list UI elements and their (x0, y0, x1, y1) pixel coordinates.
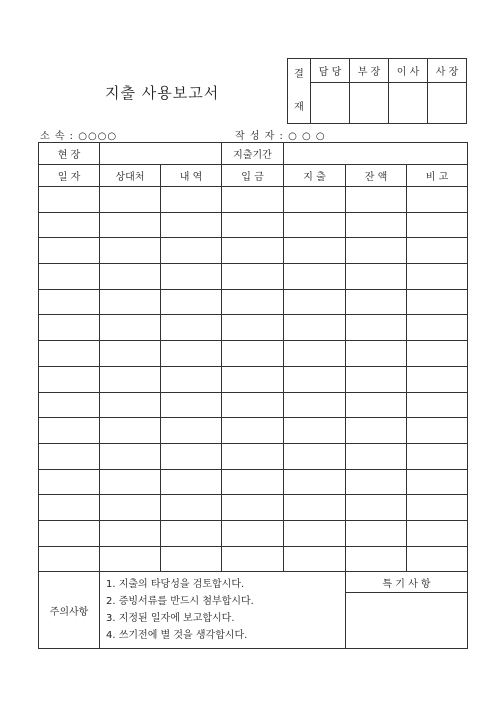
approval-sign-manager[interactable] (311, 83, 350, 124)
table-cell[interactable] (222, 366, 284, 392)
table-cell[interactable] (284, 520, 346, 546)
table-row (39, 546, 468, 572)
site-label: 현 장 (39, 143, 100, 165)
table-cell[interactable] (161, 341, 222, 367)
approval-box (287, 58, 467, 124)
table-cell[interactable] (161, 238, 222, 264)
table-cell[interactable] (100, 264, 161, 290)
table-cell[interactable] (100, 546, 161, 572)
table-cell[interactable] (284, 238, 346, 264)
table-cell[interactable] (39, 366, 100, 392)
table-row (39, 392, 468, 418)
table-cell[interactable] (161, 187, 222, 213)
table-cell[interactable] (161, 392, 222, 418)
table-cell[interactable] (222, 495, 284, 521)
table-cell[interactable] (100, 495, 161, 521)
table-cell[interactable] (407, 546, 468, 572)
table-row (39, 341, 468, 367)
table-cell[interactable] (39, 443, 100, 469)
approval-sign-director[interactable] (389, 83, 428, 124)
table-cell[interactable] (100, 212, 161, 238)
column-header-row (39, 165, 468, 187)
table-cell[interactable] (161, 469, 222, 495)
table-cell[interactable] (100, 315, 161, 341)
table-row (39, 495, 468, 521)
table-row (39, 315, 468, 341)
table-cell[interactable] (39, 392, 100, 418)
table-cell[interactable] (346, 366, 407, 392)
approval-sign-president[interactable] (428, 83, 467, 124)
table-row (39, 264, 468, 290)
table-cell[interactable] (161, 495, 222, 521)
table-cell[interactable] (39, 546, 100, 572)
table-cell[interactable] (222, 520, 284, 546)
table-cell[interactable] (407, 495, 468, 521)
table-cell[interactable] (407, 238, 468, 264)
note-item: 3. 지정된 일자에 보고합시다. (106, 613, 235, 625)
table-cell[interactable] (407, 264, 468, 290)
table-cell[interactable] (161, 315, 222, 341)
table-cell[interactable] (346, 418, 407, 444)
table-cell[interactable] (100, 187, 161, 213)
special-notes-body[interactable] (346, 593, 468, 649)
table-cell[interactable] (346, 495, 407, 521)
table-cell[interactable] (39, 187, 100, 213)
table-cell[interactable] (222, 392, 284, 418)
table-cell[interactable] (222, 187, 284, 213)
table-cell[interactable] (222, 469, 284, 495)
table-cell[interactable] (346, 392, 407, 418)
table-cell[interactable] (39, 341, 100, 367)
table-cell[interactable] (346, 520, 407, 546)
table-cell[interactable] (161, 289, 222, 315)
table-cell[interactable] (222, 289, 284, 315)
table-cell[interactable] (100, 289, 161, 315)
col-date: 일 자 (39, 165, 100, 187)
table-cell[interactable] (407, 341, 468, 367)
table-cell[interactable] (161, 520, 222, 546)
col-remarks: 비 고 (407, 165, 468, 187)
col-counterparty: 상대처 (100, 165, 161, 187)
table-cell[interactable] (100, 392, 161, 418)
table-cell[interactable] (161, 264, 222, 290)
table-row (39, 443, 468, 469)
table-cell[interactable] (100, 418, 161, 444)
table-cell[interactable] (284, 341, 346, 367)
table-cell[interactable] (161, 546, 222, 572)
table-row (39, 418, 468, 444)
table-cell[interactable] (161, 418, 222, 444)
notes-label: 주의사항 (39, 572, 100, 649)
table-cell[interactable] (161, 366, 222, 392)
table-cell[interactable] (161, 212, 222, 238)
table-cell[interactable] (407, 392, 468, 418)
approval-role-dept-head: 부 장 (350, 59, 389, 83)
approval-role-president: 사 장 (428, 59, 467, 83)
special-notes-label: 특 기 사 항 (346, 572, 468, 593)
affiliation-field: 소 속 : ○○○○ (40, 131, 118, 142)
table-cell[interactable] (284, 264, 346, 290)
approval-role-director: 이 사 (389, 59, 428, 83)
table-cell[interactable] (222, 315, 284, 341)
table-row (39, 469, 468, 495)
table-cell[interactable] (39, 212, 100, 238)
table-cell[interactable] (407, 187, 468, 213)
document-title: 지출 사용보고서 (105, 84, 220, 102)
table-cell[interactable] (346, 469, 407, 495)
table-cell[interactable] (222, 546, 284, 572)
table-cell[interactable] (407, 366, 468, 392)
approval-sign-dept-head[interactable] (350, 83, 389, 124)
table-row (39, 238, 468, 264)
table-cell[interactable] (407, 315, 468, 341)
site-value[interactable] (100, 143, 222, 165)
table-cell[interactable] (100, 341, 161, 367)
col-balance: 잔 액 (346, 165, 407, 187)
table-cell[interactable] (161, 443, 222, 469)
table-cell[interactable] (346, 264, 407, 290)
note-item: 4. 쓰기전에 별 것을 생각합시다. (106, 630, 248, 642)
table-row (39, 212, 468, 238)
expense-table (38, 142, 468, 649)
table-cell[interactable] (39, 520, 100, 546)
table-cell[interactable] (346, 443, 407, 469)
table-cell[interactable] (284, 392, 346, 418)
table-cell[interactable] (407, 520, 468, 546)
table-cell[interactable] (407, 469, 468, 495)
table-row (39, 520, 468, 546)
table-cell[interactable] (222, 212, 284, 238)
table-cell[interactable] (284, 469, 346, 495)
col-deposit: 입 금 (222, 165, 284, 187)
table-cell[interactable] (284, 315, 346, 341)
table-cell[interactable] (346, 315, 407, 341)
author-field: 작 성 자 : ○ ○ ○ (235, 131, 326, 142)
note-item: 2. 증빙서류를 반드시 첨부합시다. (106, 596, 254, 608)
table-cell[interactable] (407, 289, 468, 315)
table-cell[interactable] (346, 546, 407, 572)
table-cell[interactable] (222, 418, 284, 444)
table-cell[interactable] (222, 341, 284, 367)
table-cell[interactable] (284, 443, 346, 469)
period-label: 지출기간 (222, 143, 284, 165)
table-cell[interactable] (284, 187, 346, 213)
table-cell[interactable] (346, 212, 407, 238)
table-cell[interactable] (222, 443, 284, 469)
table-cell[interactable] (39, 495, 100, 521)
table-cell[interactable] (39, 289, 100, 315)
table-cell[interactable] (407, 418, 468, 444)
table-cell[interactable] (346, 341, 407, 367)
period-value[interactable] (284, 143, 468, 165)
table-cell[interactable] (100, 238, 161, 264)
table-row (39, 187, 468, 213)
table-cell[interactable] (407, 212, 468, 238)
table-cell[interactable] (346, 238, 407, 264)
table-cell[interactable] (222, 264, 284, 290)
table-cell[interactable] (39, 264, 100, 290)
table-cell[interactable] (39, 238, 100, 264)
table-row (39, 289, 468, 315)
table-cell[interactable] (39, 469, 100, 495)
table-cell[interactable] (100, 469, 161, 495)
table-cell[interactable] (222, 238, 284, 264)
table-cell[interactable] (100, 366, 161, 392)
table-cell[interactable] (284, 546, 346, 572)
table-cell[interactable] (284, 418, 346, 444)
table-cell[interactable] (100, 443, 161, 469)
table-cell[interactable] (346, 187, 407, 213)
col-expense: 지 출 (284, 165, 346, 187)
approval-role-manager: 담 당 (311, 59, 350, 83)
note-item: 1. 지출의 타당성을 검토합시다. (106, 579, 245, 591)
notes-list (100, 572, 346, 649)
table-row (39, 366, 468, 392)
table-cell[interactable] (284, 289, 346, 315)
approval-label: 결 재 (288, 59, 311, 124)
table-cell[interactable] (100, 520, 161, 546)
table-cell[interactable] (346, 289, 407, 315)
col-description: 내 역 (161, 165, 222, 187)
table-cell[interactable] (284, 212, 346, 238)
table-cell[interactable] (39, 418, 100, 444)
table-cell[interactable] (284, 366, 346, 392)
table-cell[interactable] (284, 495, 346, 521)
table-cell[interactable] (39, 315, 100, 341)
table-cell[interactable] (407, 443, 468, 469)
